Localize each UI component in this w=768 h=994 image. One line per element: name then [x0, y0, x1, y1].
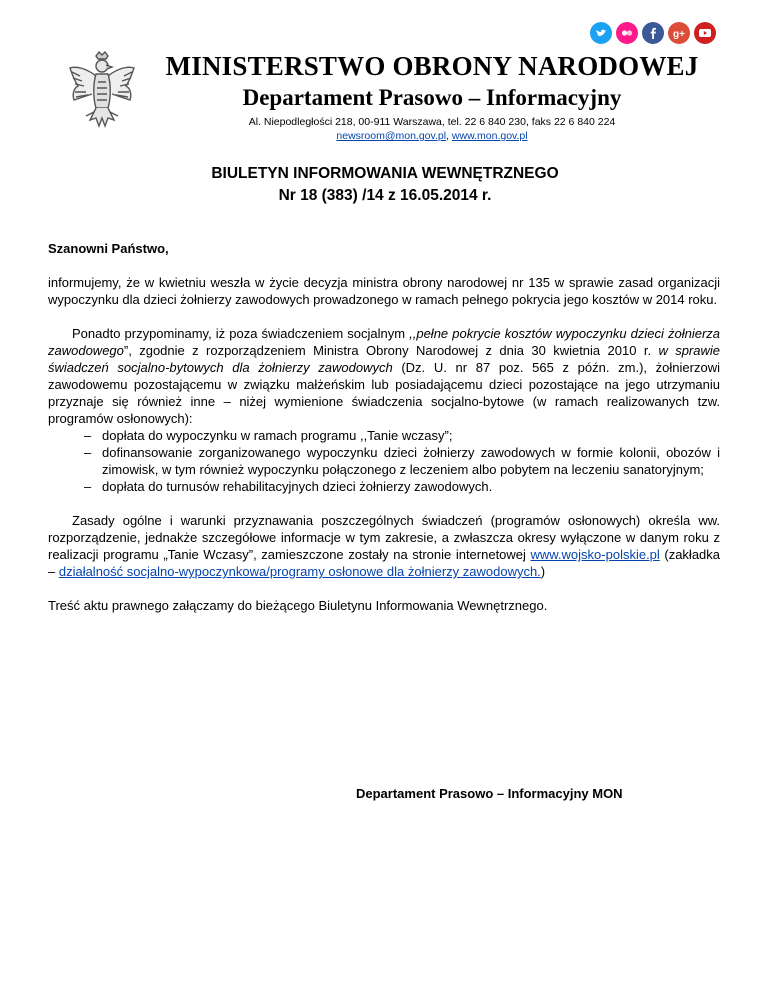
paragraph-3-text-c: )	[540, 564, 546, 579]
social-links	[590, 22, 716, 44]
paragraph-3	[48, 512, 720, 580]
google-plus-icon[interactable]	[668, 22, 690, 44]
paragraph-3-text-b: (zakładka –	[48, 547, 721, 579]
bullet-dash: –	[84, 428, 92, 443]
paragraph-2-italic-a: ,,pełne pokrycie kosztów wypoczynku dzieci żołnierza zawodowego	[48, 326, 721, 358]
contact-links	[152, 129, 712, 143]
programs-link[interactable]: działalność socjalno-wypoczynkowa/programy osłonowe dla żołnierzy zawodowych.	[58, 564, 541, 579]
bulletin-number: Nr 18 (383) /14 z 16.05.2014 r.	[278, 187, 492, 204]
bullet-dash: –	[84, 445, 92, 460]
list-item	[84, 444, 720, 478]
paragraph-3-text-a: Zasady ogólne i warunki przyznawania poszczególnych świadczeń (programów osłonowych) określa ww. rozporządzenie, jednakże szczegółowe informacje w tym zakresie, a zwłaszcza okresy wyłączone w danym roku z realizacji programu „Tanie Wczasy”, zamieszczone zostały na stronie internetowej	[48, 513, 720, 562]
ministry-title: MINISTERSTWO OBRONY NARODOWEJ	[165, 51, 699, 81]
list-item-text: dofinansowanie zorganizowanego wypoczynku dzieci żołnierzy zawodowych w formie kolonii, obozów i zimowisk, w tym również wypoczynku połączonego z leczeniem albo pobytem na leczeniu sanatoryjnym;	[102, 445, 720, 477]
signature: Departament Prasowo – Informacyjny MON	[356, 786, 623, 801]
list-item-text: dopłata do wypoczynku w ramach programu ,,Tanie wczasy”;	[102, 428, 453, 443]
paragraph-2-text-b: ”, zgodnie z rozporządzeniem Ministra Obrony Narodowej z dnia 30 kwietnia 2010 r.	[123, 343, 659, 358]
list-item	[84, 478, 720, 495]
benefits-list	[48, 427, 720, 495]
bullet-dash: –	[84, 479, 92, 494]
youtube-icon[interactable]	[694, 22, 716, 44]
flickr-icon[interactable]	[616, 22, 638, 44]
email-link[interactable]: newsroom@mon.gov.pl	[336, 130, 447, 142]
svg-text:g+: g+	[673, 29, 685, 40]
paragraph-2-text-c: (Dz. U. nr 87 poz. 565 z późn. zm.), żołnierzowi zawodowemu pozostającemu w związku małżeńskim lub posiadającemu dzieci pozostające na jego utrzymaniu przyznaje się również inne – niżej wymienione świadczenia socjalno-bytowe (w ramach realizowanych tzw. programów osłonowych):	[48, 360, 720, 426]
paragraph-4: Treść aktu prawnego załączamy do bieżącego Biuletynu Informowania Wewnętrznego.	[48, 598, 548, 613]
paragraph-2	[48, 325, 720, 427]
website-link[interactable]: www.mon.gov.pl	[451, 130, 528, 142]
letter-body	[48, 240, 720, 614]
list-item-text: dopłata do turnusów rehabilitacyjnych dzieci żołnierzy zawodowych.	[102, 479, 493, 494]
list-item	[84, 427, 720, 444]
twitter-icon[interactable]	[590, 22, 612, 44]
address-line: Al. Niepodległości 218, 00-911 Warszawa, tel. 22 6 840 230, faks 22 6 840 224	[248, 116, 616, 128]
paragraph-2-italic-b: w sprawie świadczeń socjalno-bytowych dla żołnierzy zawodowych	[48, 343, 720, 375]
paragraph-1: informujemy, że w kwietniu weszła w życie decyzja ministra obrony narodowej nr 135 w sprawie zasad organizacji wypoczynku dla dzieci żołnierzy zawodowych prowadzonego w ramach pełnego pokrycia jego kosztów w 2014 roku.	[48, 275, 720, 307]
paragraph-2-text-a: Ponadto przypominamy, iż poza świadczeniem socjalnym	[72, 326, 410, 341]
facebook-icon[interactable]	[642, 22, 664, 44]
bulletin-title: BIULETYN INFORMOWANIA WEWNĘTRZNEGO	[211, 165, 559, 182]
department-subtitle: Departament Prasowo – Informacyjny	[242, 85, 622, 110]
greeting: Szanowni Państwo,	[48, 241, 169, 256]
wojsko-polskie-link[interactable]: www.wojsko-polskie.pl	[530, 547, 660, 562]
emblem-eagle-icon	[66, 50, 138, 139]
contact-separator: ,	[446, 130, 452, 142]
